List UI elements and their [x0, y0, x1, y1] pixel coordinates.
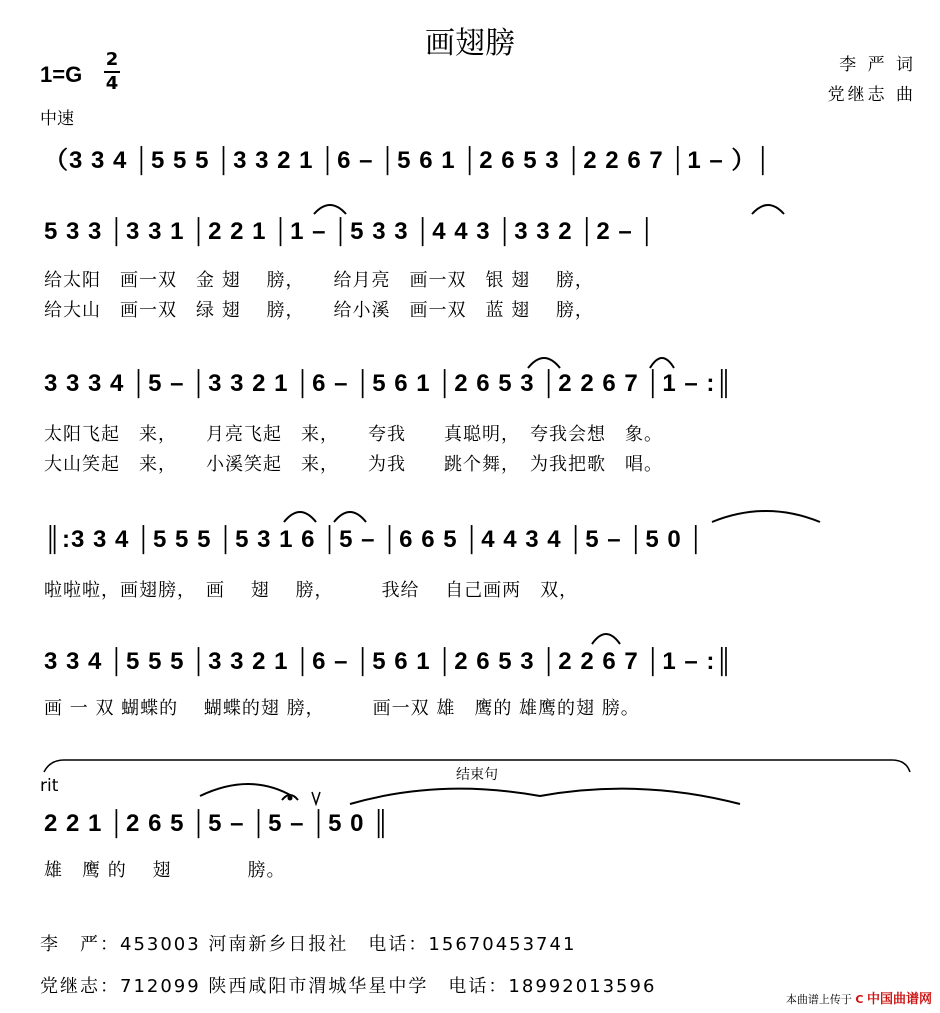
lyrics-line-3-verse-2: 大山笑起 来， 小溪笑起 来， 为我 跳个舞， 为我把歌 唱。 [44, 454, 663, 475]
notation-line-5: 3 3 4 │5 5 5 │3 3 2 1 │6 – │5 6 1 │2 6 5 3 │2 2 6 7 │1 – :║ [44, 648, 734, 675]
time-signature [104, 50, 120, 94]
lyrics-line-3-verse-1: 太阳飞起 来， 月亮飞起 来， 夸我 真聪明， 夸我会想 象。 [44, 424, 663, 445]
tempo-marking: 中速 [40, 109, 74, 129]
site-logo-icon: C [855, 993, 864, 1006]
lyrics-line-2-verse-1: 给太阳 画一双 金 翅 膀， 给月亮 画一双 银 翅 膀， [44, 270, 594, 291]
slur-marks-line-4 [0, 504, 940, 526]
lyricist-credit: 李 严 词 [839, 55, 916, 75]
notation-line-1: （3 3 4 │5 5 5 │3 3 2 1 │6 – │5 6 1 │2 6 5 3 │2 2 6 7 │1 – ）│ [44, 147, 773, 174]
slur-marks-line-5 [0, 626, 940, 648]
key-signature: 1=G [40, 62, 83, 87]
site-brand[interactable]: 中国曲谱网 [866, 992, 932, 1007]
song-title: 画翅膀 [425, 26, 515, 61]
time-denominator: 4 [105, 73, 119, 94]
lyrics-line-2-verse-2: 给大山 画一双 绿 翅 膀， 给小溪 画一双 蓝 翅 膀， [44, 300, 594, 321]
lyrics-line-5: 画 一 双 蝴蝶的 蝴蝶的翅 膀， 画一双 雄 鹰的 雄鹰的翅 膀。 [44, 698, 640, 719]
slur-marks-line-2 [0, 198, 940, 218]
ending-label: 结束句 [456, 767, 498, 783]
upload-text: 本曲谱上传于 [785, 993, 852, 1006]
notation-line-3: 3 3 3 4 │5 – │3 3 2 1 │6 – │5 6 1 │2 6 5 3 │2 2 6 7 │1 – :║ [44, 370, 734, 397]
contact-lyricist: 李 严：453003 河南新乡日报社 电话：15670453741 [40, 934, 577, 955]
time-numerator: 2 [105, 49, 119, 70]
slur-and-fermata-line-6 [0, 774, 940, 810]
lyrics-line-6: 雄 鹰 的 翅 膀。 [44, 860, 286, 881]
upload-note [786, 988, 932, 1007]
lyrics-line-4: 啦啦啦，画翅膀， 画 翅 膀， 我给 自己画两 双， [44, 580, 579, 601]
contact-composer: 党继志：712099 陕西咸阳市渭城华星中学 电话：18992013596 [40, 976, 657, 997]
ritardando-marking: rit [40, 776, 59, 796]
notation-line-6: 2 2 1 │2 6 5 │5 – │5 – │5 0 ║ [44, 810, 391, 837]
slur-marks-line-3 [0, 350, 940, 370]
notation-line-4: ║:3 3 4 │5 5 5 │5 3 1 6 │5 – │6 6 5 │4 4 3 4 │5 – │5 0 │ [44, 526, 706, 553]
composer-credit: 党继志 曲 [827, 85, 916, 105]
notation-line-2: 5 3 3 │3 3 1 │2 2 1 │1 – │5 3 3 │4 4 3 │3 3 2 │2 – │ [44, 218, 657, 245]
